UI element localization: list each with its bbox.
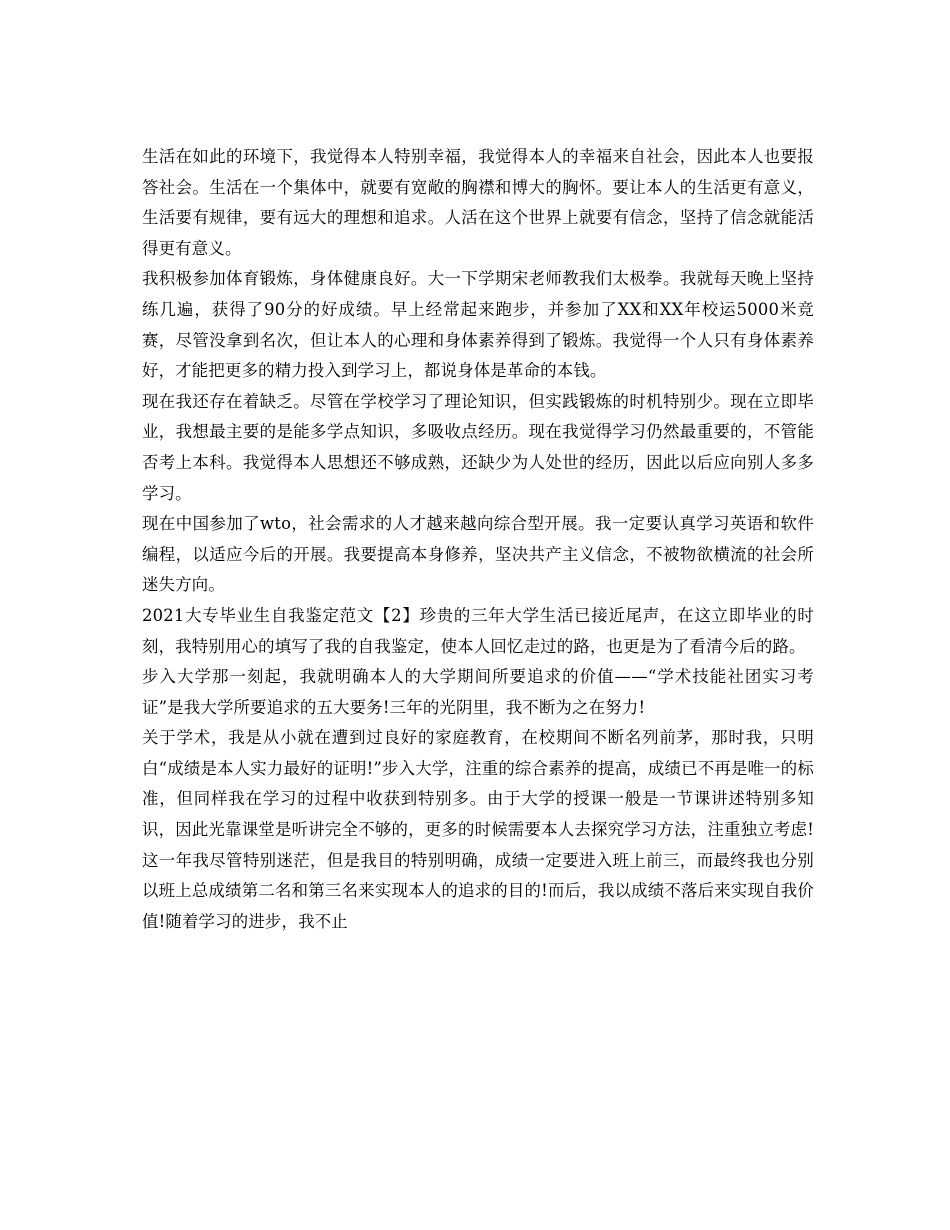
document-body <box>142 142 814 937</box>
paragraph-7: 关于学术，我是从小就在遭到过良好的家庭教育，在校期间不断名列前茅，那时我，只明白“成绩是本人实力最好的证明!”步入大学，注重的综合素养的提高，成绩已不再是唯一的标准，但同样我在学习的过程中收获到特别多。由于大学的授课一般是一节课讲述特别多知识，因此光靠课堂是听讲完全不够的，更多的时候需要本人去探究学习方法，注重独立考虑!这一年我尽管特别迷茫，但是我目的特别明确，成绩一定要进入班上前三，而最终我也分别以班上总成绩第二名和第三名来实现本人的追求的目的!而后，我以成绩不落后来实现自我价值!随着学习的进步，我不止 <box>142 728 814 931</box>
paragraph-4: 现在中国参加了wto，社会需求的人才越来越向综合型开展。我一定要认真学习英语和软件编程，以适应今后的开展。我要提高本身修养，坚决共产主义信念，不被物欲横流的社会所迷失方向。 <box>142 514 814 595</box>
paragraph-5: 2021大专毕业生自我鉴定范文【2】珍贵的三年大学生活已接近尾声，在这立即毕业的时刻，我特别用心的填写了我的自我鉴定，使本人回忆走过的路，也更是为了看清今后的路。 <box>142 605 814 656</box>
paragraph-2: 我积极参加体育锻炼，身体健康良好。大一下学期宋老师教我们太极拳。我就每天晚上坚持练几遍，获得了90分的好成绩。早上经常起来跑步，并参加了XX和XX年校运5000米竞赛，尽管没拿到名次，但让本人的心理和身体素养得到了锻炼。我觉得一个人只有身体素养好，才能把更多的精力投入到学习上，都说身体是革命的本钱。 <box>142 269 814 381</box>
paragraph-1: 生活在如此的环境下，我觉得本人特别幸福，我觉得本人的幸福来自社会，因此本人也要报答社会。生活在一个集体中，就要有宽敞的胸襟和博大的胸怀。要让本人的生活更有意义，生活要有规律，要有远大的理想和追求。人活在这个世界上就要有信念，坚持了信念就能活得更有意义。 <box>142 147 814 258</box>
paragraph-3: 现在我还存在着缺乏。尽管在学校学习了理论知识，但实践锻炼的时机特别少。现在立即毕业，我想最主要的是能多学点知识，多吸收点经历。现在我觉得学习仍然最重要的，不管能否考上本科。我觉得本人思想还不够成熟，还缺少为人处世的经历，因此以后应向别人多多学习。 <box>142 391 814 503</box>
paragraph-6: 步入大学那一刻起，我就明确本人的大学期间所要追求的价值——“学术技能社团实习考证”是我大学所要追求的五大要务!三年的光阴里，我不断为之在努力! <box>142 667 814 717</box>
